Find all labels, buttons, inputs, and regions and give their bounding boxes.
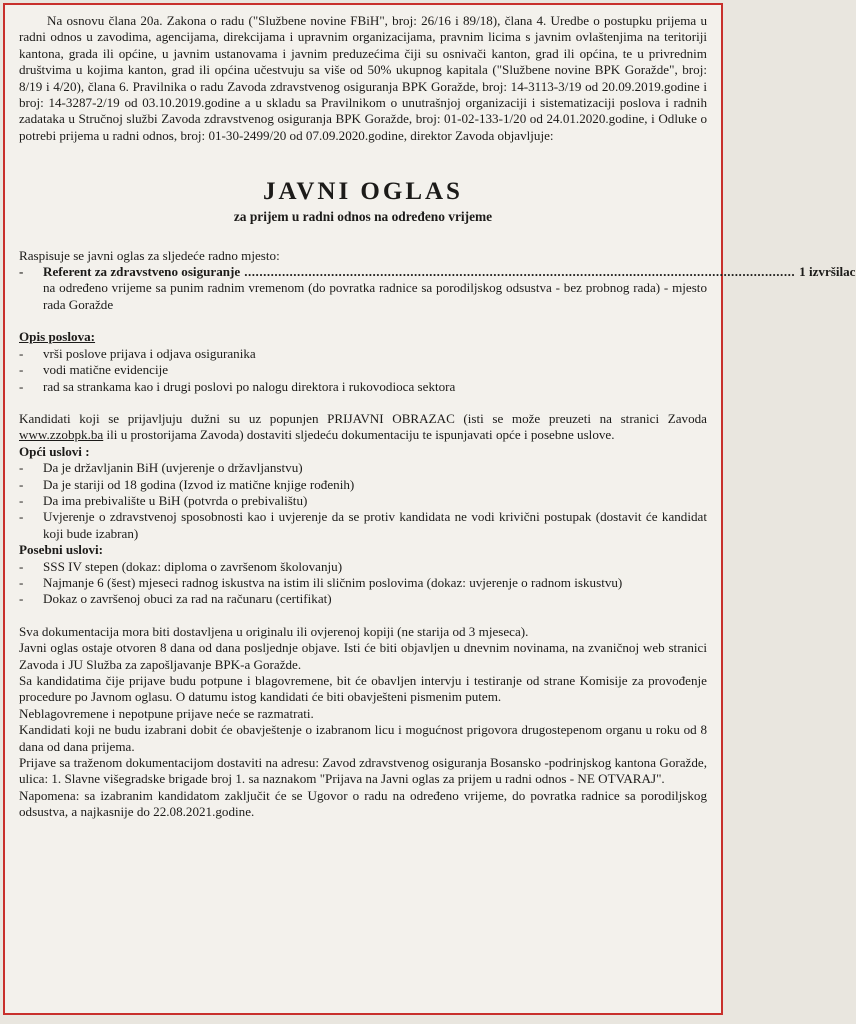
list-dash: - [19, 591, 24, 607]
position-leader-dots: .................................................................................................................................................. [244, 264, 796, 280]
list-item-text: Da ima prebivalište u BiH (potvrda o prebivalištu) [43, 492, 308, 508]
position-section [19, 247, 856, 314]
special-conditions-heading: Posebni uslovi: [19, 542, 104, 558]
legal-preamble: Na osnovu člana 20a. Zakona o radu ("Službene novine FBiH", broj: 26/16 i 89/18), člana 4. Uredbe o postupku prijema u radni odnos u zavodima, agencijama, direkcijama i upravnim organizacijama, pravnim licima s javnim ovlaštenjima na teritoriji kantona, grada ili općine, u javnim ustanovama i javnim preduzećima čiji su osnivači kanton, grad ili općina, te u privrednim društvima u kojima kanton, grad ili općina učestvuju sa više od 50% ukupnog kapitala ("Službene novine BPK Goražde", broj: 8/19 i 4/20), člana 6. Pravilnika o radu Zavoda zdravstvenog osiguranja BPK Goražde, broj: 14-3113-3/19 od 20.09.2019.godine i broj: 14-3287-2/19 od 03.10.2019.godine a u skladu sa Pravilnikom o unutrašnjoj organizaciji i sistematizaciji poslova i radnih zadataka u Stručnoj službi Zavoda zdravstvenog osiguranja BPK Goražde, broj: 01-02-133-1/20 od 24.01.2020.godine, i Odluke o potrebi prijema u radni odnos, broj: 01-30-2499/20 od 07.09.2020.godine, direktor Zavoda objavljuje: [19, 13, 707, 143]
ad-subtitle: za prijem u radni odnos na određeno vrijeme [233, 209, 493, 225]
job-description-section [19, 329, 707, 395]
note-paragraph: Sa kandidatima čije prijave budu potpune i blagovremene, bit će obavljen intervju i testiranje od strane Komisije za provođenje procedure po Javnom oglasu. O datumu istog kandidati će biti obavješteni pismenim putem. [19, 673, 707, 705]
candidates-text-end: ili u prostorijama Zavoda) dostaviti sljedeću dokumentaciju te ispunjavati opće i posebne uslove. [103, 427, 615, 443]
list-item-text: Da je stariji od 18 godina (Izvod iz matične knjige rođenih) [43, 476, 355, 492]
list-item [19, 346, 707, 362]
position-dash: - [19, 264, 24, 280]
list-item [19, 591, 707, 607]
intro-text: Raspisuje se javni oglas za sljedeće radno mjesto: [19, 247, 280, 263]
notes-section [19, 624, 707, 821]
special-conditions-section [19, 542, 707, 608]
list-item-text: vrši poslove prijava i odjava osiguranika [43, 345, 256, 361]
list-dash: - [19, 345, 24, 361]
list-item-text: vodi matične evidencije [43, 362, 169, 378]
list-item-text: Najmanje 6 (šest) mjeseci radnog iskustva na istim ili sličnim poslovima (dokaz: uvjerenje o radnom iskustvu) [43, 574, 623, 590]
list-item-text: SSS IV stepen (dokaz: diploma o završenom školovanju) [43, 558, 343, 574]
list-dash: - [19, 492, 24, 508]
list-item-text: rad sa strankama kao i drugi poslovi po nalogu direktora i rukovodioca sektora [43, 378, 456, 394]
job-advertisement [3, 3, 856, 1015]
list-item [19, 493, 707, 509]
note-paragraph: Prijave sa traženom dokumentacijom dostaviti na adresu: Zavod zdravstvenog osiguranja Bosansko -podrinjskog kantona Goražde, ulica: 1. Slavne višegradske brigade broj 1. sa naznakom "Prijava na Javni oglas za prijem u radni odnos - NE OTVARAJ". [19, 755, 707, 787]
list-dash: - [19, 460, 24, 476]
list-item-text: Da je državljanin BiH (uvjerenje o državljanstvu) [43, 460, 303, 476]
general-conditions-heading: Opći uslovi : [19, 443, 90, 459]
note-paragraph: Kandidati koji ne budu izabrani dobit će obavještenje o izabranom licu i mogućnost prigovora drugostepenom organu u roku od 8 dana od dana prijema. [19, 722, 707, 754]
list-dash: - [19, 378, 24, 394]
list-item [19, 379, 707, 395]
position-title: Referent za zdravstveno osiguranje [43, 264, 241, 280]
list-item [19, 362, 707, 378]
list-dash: - [19, 509, 24, 525]
note-paragraph: Javni oglas ostaje otvoren 8 dana od dana posljednje objave. Isti će biti objavljen u dnevnim novinama, na zvaničnoj web stranici Zavoda i JU Služba za zapošljavanje BPK-a Goražde. [19, 640, 707, 672]
ad-title: JAVNI OGLAS [263, 178, 463, 206]
list-item [19, 509, 707, 542]
note-paragraph: Napomena: sa izabranim kandidatom zaključit će se Ugovor o radu na određeno vrijeme, do povratka radnice sa porodiljskog odsustva, a najkasnije do 22.08.2021.godine. [19, 787, 707, 820]
list-item-text: Uvjerenje o zdravstvenoj sposobnosti kao i uvjerenje da se protiv kandidata ne vodi krivični postupak (dostavit će kandidat koji bude izabran) [43, 509, 707, 541]
job-description-heading: Opis poslova: [19, 329, 96, 345]
website-link[interactable]: www.zzobpk.ba [19, 427, 104, 443]
position-details: na određeno vrijeme sa punim radnim vremenom (do povratka radnice sa porodiljskog odsustva - bez probnog rada) - mjesto rada Goražde [43, 280, 707, 312]
note-paragraph: Neblagovremene i nepotpune prijave neće se razmatrati. [19, 705, 314, 721]
list-dash: - [19, 476, 24, 492]
list-dash: - [19, 574, 24, 590]
list-item [19, 559, 707, 575]
title-block [19, 178, 707, 225]
list-dash: - [19, 362, 24, 378]
list-dash: - [19, 558, 24, 574]
position-line [19, 264, 856, 280]
candidates-text-start: Kandidati koji se prijavljuju dužni su uz popunjen PRIJAVNI OBRAZAC (isti se može preuzeti na stranici Zavoda [19, 410, 707, 426]
note-paragraph: Sva dokumentacija mora biti dostavljena u originalu ili ovjerenoj kopiji (ne starija od 3 mjeseca). [19, 623, 529, 639]
candidates-paragraph [19, 411, 707, 444]
general-conditions-section [19, 444, 707, 542]
list-item [19, 477, 707, 493]
list-item-text: Dokaz o završenoj obuci za rad na računaru (certifikat) [43, 591, 332, 607]
list-item [19, 460, 707, 476]
position-count: 1 izvršilac [799, 264, 856, 280]
list-item [19, 575, 707, 591]
